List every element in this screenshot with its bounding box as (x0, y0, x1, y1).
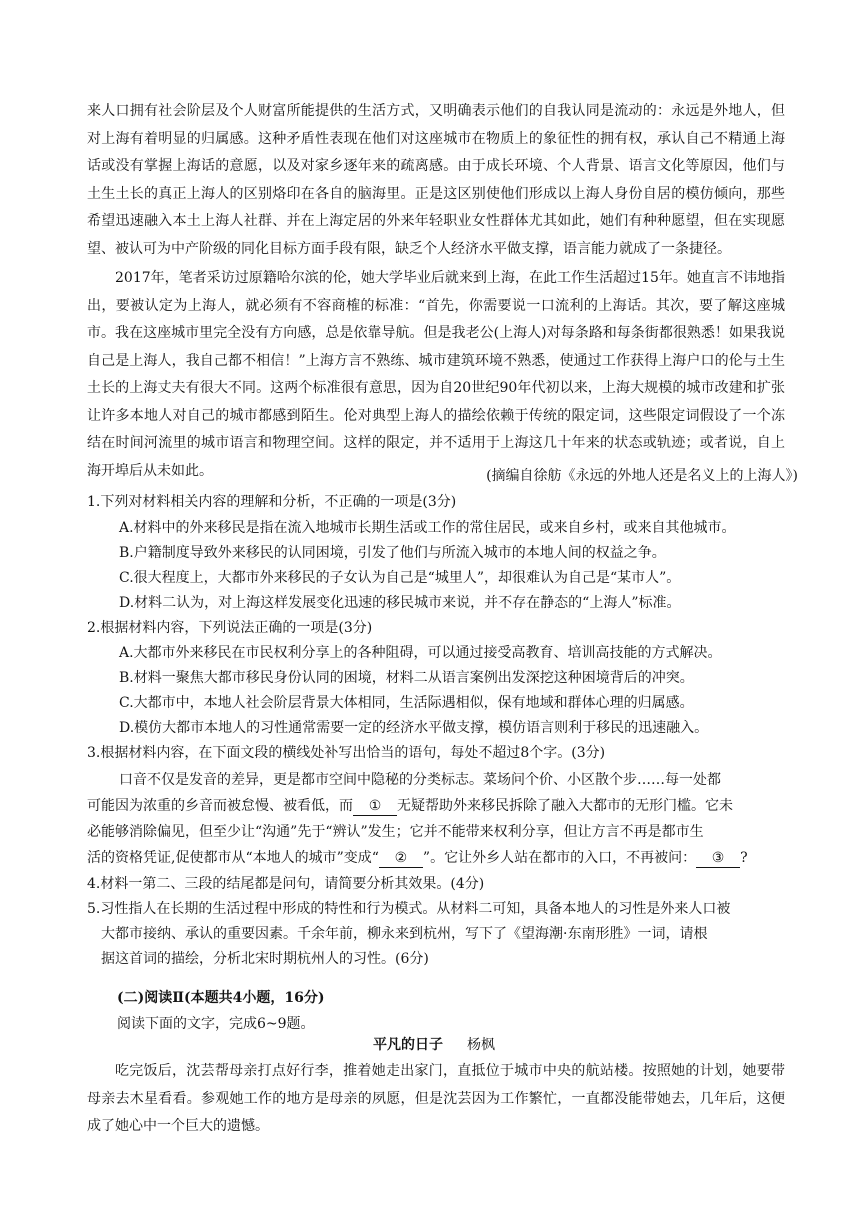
question-3-text-line-3: 必能够消除偏见，但至少让“沟通”先于“辨认”发生；它并不能带来权利分享，但让方言不再是都市生 (87, 824, 704, 840)
question-3-stem: 3.根据材料内容，在下面文段的横线处补写出恰当的语句，每处不超过8个字。(3分) (87, 745, 606, 761)
question-1-option-b: B.户籍制度导致外来移民的认同困境，引发了他们与所流入城市的本地人间的权益之争。 (119, 545, 666, 561)
story-title: 平凡的日子 (373, 1037, 443, 1053)
question-5-line-3: 据这首词的描绘，分析北宋时期杭州人的习性。(6分) (101, 951, 429, 967)
question-3-text-line-1: 口音不仅是发音的差异，更是都市空间中隐秘的分类标志。菜场问个价、小区散个步……每一处都 (119, 772, 721, 788)
question-1-option-d: D.材料二认为，对上海这样发展变化迅速的移民城市来说，并不存在静态的“上海人”标准。 (119, 595, 681, 611)
question-2-stem: 2.根据材料内容，下列说法正确的一项是(3分) (87, 620, 373, 636)
section-2-heading: (二)阅读Ⅱ(本题共4小题，16分) (117, 990, 325, 1006)
question-1-stem: 1.下列对材料相关内容的理解和分析，不正确的一项是(3分) (87, 494, 457, 510)
question-1-option-a: A.材料中的外来移民是指在流入地城市长期生活或工作的常住居民，或来自乡村，或来自其他城市。 (119, 520, 736, 536)
story-title-row (0, 1033, 868, 1057)
fill-blank-1: ① (353, 797, 397, 816)
question-4-stem: 4.材料一第二、三段的结尾都是问句，请简要分析其效果。(4分) (87, 876, 485, 892)
question-1-option-c: C.很大程度上，大都市外来移民的子女认为自己是“城里人”，却很难认为自己是“某市人”。 (119, 570, 681, 586)
question-2-option-a: A.大都市外来移民在市民权利分享上的各种阻碍，可以通过接受高教育、培训高技能的方式解决。 (119, 645, 722, 661)
question-3-text-segment: 无疑帮助外来移民拆除了融入大都市的无形门槛。它未 (397, 798, 733, 814)
question-3-text-line-4 (87, 846, 748, 870)
question-3-text-segment: ”。它让外乡人站在都市的入口，不再被问： (422, 850, 697, 866)
passage-paragraph-2: 2017年，笔者采访过原籍哈尔滨的伦，她大学毕业后就来到上海，在此工作生活超过15年。她直言不讳地指出，要被认定为上海人，就必须有不容商榷的标准：“首先，你需要说一口流利的上海话。其次，要了解这座城市。我在这座城市里完全没有方向感，总是依靠导航。但是我老公(上海人)对每条路和每条街都很熟悉！如果我说自己是上海人，我自己都不相信！”上海方言不熟练、城市建筑环境不熟悉，使通过工作获得上海户口的伦与土生土长的上海丈夫有很大不同。这两个标准很有意思，因为自20世纪90年代初以来，上海大规模的城市改建和扩张让许多本地人对自己的城市都感到陌生。伦对典型上海人的描绘依赖于传统的限定词，这些限定词假设了一个冻结在时间河流里的城市语言和物理空间。这样的限定，并不适用于上海这几十年来的状态或轨迹；或者说，自上海开埠后从未如此。 (87, 270, 785, 479)
question-5-line-1: 5.习性指人在长期的生活过程中形成的特性和行为模式。从材料二可知，具备本地人的习性是外来人口被 (87, 901, 731, 917)
story-author: 杨枫 (467, 1037, 495, 1053)
question-3-text-line-2 (87, 794, 733, 818)
question-5-line-2: 大都市接纳、承认的重要因素。千余年前，柳永来到杭州，写下了《望海潮·东南形胜》一词，请根 (101, 926, 708, 942)
passage-continued-paragraph: 来人口拥有社会阶层及个人财富所能提供的生活方式，又明确表示他们的自我认同是流动的：永远是外地人，但对上海有着明显的归属感。这种矛盾性表现在他们对这座城市在物质上的象征性的拥有权，承认自己不精通上海话或没有掌握上海话的意愿，以及对家乡逐年来的疏离感。由于成长环境、个人背景、语言文化等原因，他们与土生土长的真正上海人的区别烙印在各自的脑海里。正是这区别使他们形成以上海人身份自居的模仿倾向，那些希望迅速融入本土上海人社群、并在上海定居的外来年轻职业女性群体尤其如此，她们有种种愿望，但在实现愿望、被认可为中产阶级的同化目标方面手段有限，缺乏个人经济水平做支撑，语言能力就成了一条捷径。 (87, 103, 785, 257)
story-paragraph-1: 吃完饭后，沈芸帮母亲打点好行李，推着她走出家门，直抵位于城市中央的航站楼。按照她的计划，她要带母亲去木星看看。参观她工作的地方是母亲的夙愿，但是沈芸因为工作繁忙，一直都没能带她去，几年后，这便成了她心中一个巨大的遗憾。 (87, 1063, 785, 1134)
fill-blank-2: ② (379, 849, 423, 868)
fill-blank-3: ③ (696, 849, 740, 868)
question-2-option-c: C.大都市中，本地人社会阶层背景大体相同，生活际遇相似，保有地域和群体心理的归属感。 (119, 695, 694, 711)
question-3-text-segment: 活的资格凭证,促使都市从“本地人的城市”变成“ (87, 850, 379, 866)
question-2-option-d: D.模仿大都市本地人的习性通常需要一定的经济水平做支撑，模仿语言则利于移民的迅速融入。 (119, 720, 709, 736)
question-2-option-b: B.材料一聚焦大都市移民身份认同的困境，材料二从语言案例出发深挖这种困境背后的冲突。 (119, 670, 694, 686)
source-citation: (摘编自徐舫《永远的外地人还是名义上的上海人》) (486, 468, 798, 484)
question-3-text-segment: 可能因为浓重的乡音而被怠慢、被看低，而 (87, 798, 353, 814)
section-2-instruction: 阅读下面的文字，完成6~9题。 (117, 1016, 315, 1032)
question-3-text-segment: ? (740, 850, 748, 866)
